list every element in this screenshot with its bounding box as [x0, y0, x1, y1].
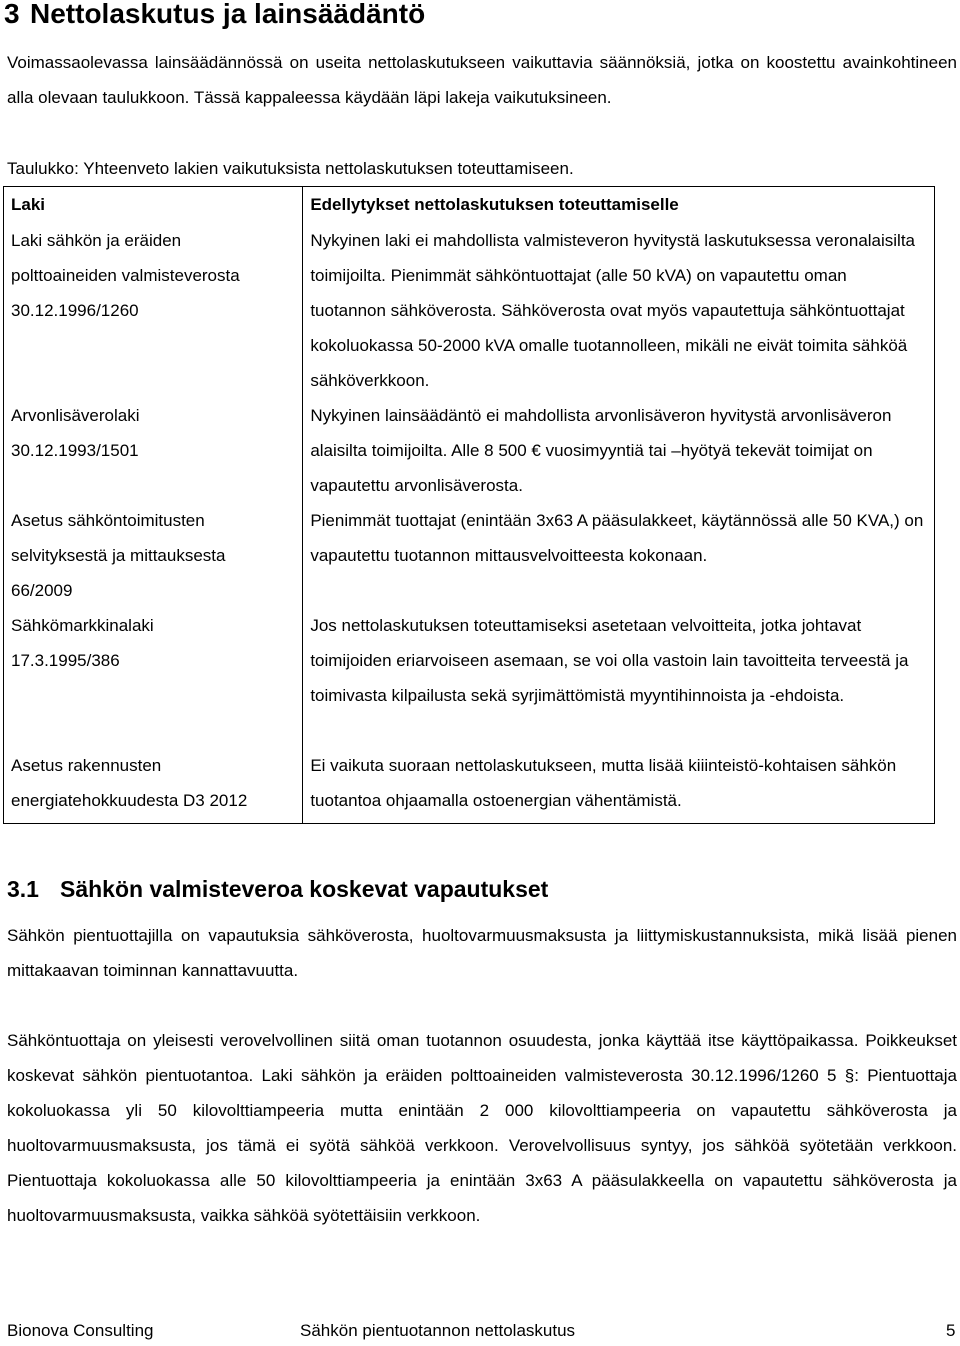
table-row: [4, 608, 935, 748]
condition-cell: Nykyinen laki ei mahdollista valmisteveron hyvitystä laskutuksessa veronalaisilta toimijoilta. Pienimmät sähköntuottajat (alle 50 kVA) on vapautettu oman tuotannon sähköverosta. Sähköverosta ovat myös vapautettuja sähköntuottajat kokoluokassa 50-2000 kVA omalle tuotannolleen, mikäli ne eivät toimita sähköä sähköverkkoon.: [303, 223, 935, 398]
law-line: Asetus sähköntoimitusten: [11, 511, 205, 530]
chapter-heading: [4, 0, 425, 32]
condition-cell: Nykyinen lainsäädäntö ei mahdollista arvonlisäveron hyvitystä arvonlisäveron alaisilta toimijoilta. Alle 8 500 € vuosimyyntiä tai –hyötyä tekevät toimijat on vapautettu arvonlisäverosta.: [303, 398, 935, 503]
law-line: 17.3.1995/386: [11, 651, 120, 670]
section-paragraph: Sähköntuottaja on yleisesti verovelvollinen siitä oman tuotannon osuudesta, jonka käyttää itse käyttöpaikassa. Poikkeukset koskevat sähkön pientuotantoa. Laki sähkön ja eräiden polttoaineiden valmisteverosta 30.12.1996/1260 5 §: Pientuottaja kokoluokassa yli 50 kilovolttiampeeria mutta enintään 2 000 kilovolttiampeeria on vapautettu sähköverosta ja huoltovarmuusmaksusta, jos tämä ei syötä sähköä verkkoon. Verovelvollisuus syntyy, jos sähköä syötetään verkkoon. Pientuottaja kokoluokassa alle 50 kilovolttiampeeria ja enintään 3x63 A pääsulakkeella on vapautettu sähköverosta ja huoltovarmuusmaksusta, vaikka sähköä syötettäisiin verkkoon.: [7, 1031, 957, 1225]
law-line: Arvonlisäverolaki: [11, 406, 140, 425]
page-number: 5: [946, 1321, 956, 1340]
law-cell: [4, 503, 303, 608]
table-row: [4, 398, 935, 503]
law-line: 30.12.1993/1501: [11, 441, 139, 460]
section-heading: [7, 871, 548, 907]
condition-cell: Ei vaikuta suoraan nettolaskutukseen, mutta lisää kiiinteistö-kohtaisen sähkön tuotantoa ohjaamalla ostoenergian vähentämistä.: [303, 748, 935, 824]
law-line: polttoaineiden valmisteverosta: [11, 266, 240, 285]
condition-cell: Jos nettolaskutuksen toteuttamiseksi asetetaan velvoitteita, jotka johtavat toimijoiden eriarvoiseen asemaan, se voi olla vastoin lain tavoitteita terveestä ja toimivasta kilpailusta sekä syrjimättömistä myyntihinnoista ja -ehdoista.: [303, 608, 935, 748]
table-row: [4, 503, 935, 608]
footer-left: Bionova Consulting: [7, 1321, 154, 1340]
table-caption: Taulukko: Yhteenveto lakien vaikutuksista nettolaskutuksen toteuttamiseen.: [7, 159, 574, 178]
header-law: Laki: [4, 187, 303, 224]
law-cell: [4, 223, 303, 398]
law-line: Asetus rakennusten: [11, 756, 162, 775]
law-cell: [4, 608, 303, 748]
section-title: Sähkön valmisteveroa koskevat vapautukset: [60, 876, 549, 902]
law-cell: [4, 398, 303, 503]
footer-center: Sähkön pientuotannon nettolaskutus: [300, 1321, 576, 1340]
intro-paragraph: Voimassaolevassa lainsäädännössä on useita nettolaskutukseen vaikuttavia säännöksiä, jotka on koostettu avainkohtineen alla olevaan taulukkoon. Tässä kappaleessa käydään läpi lakeja vaikutuksineen.: [7, 53, 957, 107]
law-line: Laki sähkön ja eräiden: [11, 231, 182, 250]
chapter-title: Nettolaskutus ja lainsäädäntö: [30, 0, 426, 29]
table-row: [4, 223, 935, 398]
law-line: selvityksestä ja mittauksesta: [11, 546, 226, 565]
header-conditions: Edellytykset nettolaskutuksen toteuttamiselle: [303, 187, 935, 224]
table-row: [4, 748, 935, 824]
condition-cell: Pienimmät tuottajat (enintään 3x63 A pääsulakkeet, käytännössä alle 50 KVA,) on vapautettu tuotannon mittausvelvoitteesta kokonaan.: [303, 503, 935, 608]
chapter-number: 3: [4, 0, 20, 29]
law-cell: [4, 748, 303, 824]
law-line: Sähkömarkkinalaki: [11, 616, 154, 635]
law-line: 66/2009: [11, 581, 73, 600]
law-line: 30.12.1996/1260: [11, 301, 139, 320]
table-header-row: [4, 187, 935, 224]
section-paragraph: Sähkön pientuottajilla on vapautuksia sähköverosta, huoltovarmuusmaksusta ja liittymiskustannuksista, mikä lisää pienen mittakaavan toiminnan kannattavuutta.: [7, 926, 957, 980]
law-line: energiatehokkuudesta D3 2012: [11, 791, 248, 810]
law-summary-table: [3, 186, 935, 824]
section-number: 3.1: [7, 876, 39, 902]
